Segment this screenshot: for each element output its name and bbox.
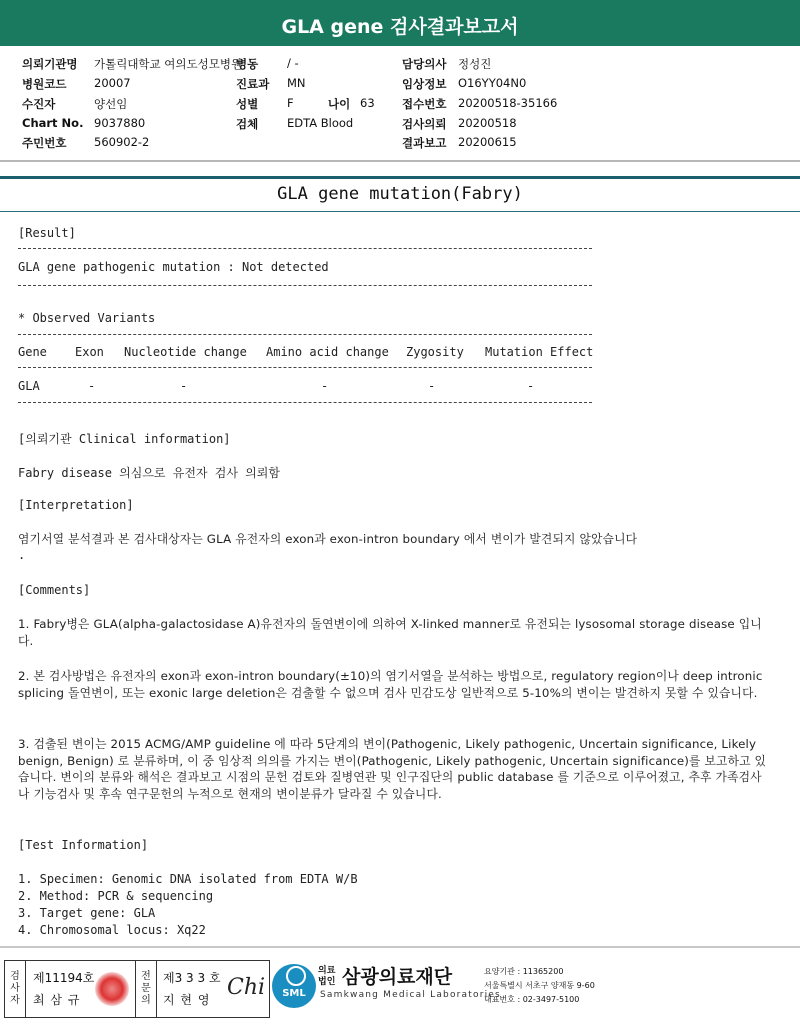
result-heading: [Result] — [18, 226, 76, 240]
request-label: 검사의뢰 — [402, 117, 447, 131]
org-type-label: 의료법인 — [318, 966, 336, 987]
patient-value: 양선임 — [94, 97, 128, 111]
patient-label: 수진자 — [22, 97, 56, 111]
test-info-heading: [Test Information] — [18, 838, 149, 852]
cell-nucleotide-change: - — [180, 379, 188, 393]
sex-label: 성별 — [236, 97, 259, 111]
org-phone: 대표번호 : 02-3497-5100 — [484, 995, 580, 1004]
specialist-label: 전문의 — [141, 971, 151, 1006]
report-header-title: GLA gene 검사결과보고서 — [281, 16, 519, 38]
interpretation-heading: [Interpretation] — [18, 498, 134, 512]
info-divider — [0, 160, 800, 162]
doctor-label: 담당의사 — [402, 57, 447, 71]
col-amino-acid-change: Amino acid change — [266, 345, 389, 359]
cell-mutation-effect: - — [527, 379, 535, 393]
sex-value: F — [287, 96, 294, 110]
org-address: 서울특별시 서초구 양재동 9-60 — [484, 981, 595, 990]
institution-label: 의뢰기관명 — [22, 57, 78, 71]
report-date-value: 20200615 — [458, 135, 517, 149]
patient-info — [0, 54, 800, 160]
id-value: 560902-2 — [94, 135, 150, 149]
clinical-info-label: 임상정보 — [402, 77, 447, 91]
dept-value: / - — [287, 56, 299, 70]
doctor-value: 정성진 — [458, 57, 492, 71]
report-header-bar — [0, 0, 800, 46]
comment-1: 1. Fabry병은 GLA(alpha-galactosidase A)유전자의 돌연변이에 의하여 X-linked manner로 유전되는 lysosomal storage disease 입니다. — [18, 617, 762, 648]
sml-logo-icon — [272, 964, 316, 1008]
title-bottom-rule — [0, 211, 800, 212]
tester-name: 최 삼 규 — [33, 993, 81, 1007]
tester-label-cell — [5, 961, 26, 1017]
clinical-info-text: Fabry disease 의심으로 유전자 검사 의뢰함 — [18, 466, 280, 480]
doctor-name: 지 현 영 — [163, 993, 211, 1007]
col-zygosity: Zygosity — [406, 345, 464, 359]
doctor-label-cell — [135, 961, 157, 1017]
doctor-signature: Chi — [227, 975, 266, 1000]
title-top-rule — [0, 176, 800, 179]
tester-seal-stamp — [95, 972, 129, 1006]
dashed-divider — [18, 248, 592, 249]
request-value: 20200518 — [458, 116, 517, 130]
comment-2: 2. 본 검사방법은 유전자의 exon과 exon-intron boundary(±10)의 염기서열을 분석하는 방법으로, regulatory region이나 deep intronic splicing 돌연변이, 또는 exonic large deletion은 검출할 수 없으며 검사 민감도상 일반적으로 5-10%의 변이는 발견하지 못할 수 있습니다. — [18, 669, 763, 700]
cell-gene: GLA — [18, 379, 40, 393]
age-value: 63 — [360, 96, 375, 110]
dashed-divider — [18, 367, 592, 368]
specimen-label: 검체 — [236, 117, 259, 131]
institution-value: 가톨릭대학교 여의도성모병원 — [94, 57, 243, 71]
care-institution-no: 요양기관 : 11365200 — [484, 967, 564, 976]
age-label: 나이 — [328, 97, 351, 111]
cell-amino-acid-change: - — [321, 379, 329, 393]
footer-divider — [0, 946, 800, 948]
clinical-info-heading: [의뢰기관 Clinical information] — [18, 432, 231, 446]
org-english-name: Samkwang Medical Laboratories — [320, 990, 501, 1000]
tester-label: 검사자 — [10, 971, 20, 1006]
specimen-value: EDTA Blood — [287, 116, 354, 130]
chart-no-value: 9037880 — [94, 116, 146, 130]
signature-box — [4, 960, 270, 1018]
report-footer — [0, 960, 800, 1020]
comment-3: 3. 검출된 변이는 2015 ACMG/AMP guideline 에 따라 5단계의 변이(Pathogenic, Likely pathogenic, Uncertain significance, Likely benign, Benign) 로 분류하며, 이 중 임상적 의의를 가지는 변이(Pathogenic, Likely pathogenic, Uncertain significance)를 보고하고 있습니다. 변이의 분류와 해석은 결과보고 시점의 문헌 검토와 질병연관 및 인구집단의 public database 를 기준으로 이루어졌고, 추후 가족검사나 기능검사 및 후속 연구문헌의 누적으로 현재의 변이분류가 달라질 수 있습니다. — [18, 737, 767, 801]
clinic-label: 진료과 — [236, 77, 270, 91]
org-name: 삼광의료재단 — [342, 966, 453, 988]
logo-text: SML — [282, 988, 306, 999]
test-info-specimen: 1. Specimen: Genomic DNA isolated from EDTA W/B — [18, 872, 358, 886]
report-date-label: 결과보고 — [402, 136, 447, 150]
clinic-value: MN — [287, 76, 306, 90]
receipt-label: 접수번호 — [402, 97, 447, 111]
dept-label: 병동 — [236, 57, 259, 71]
test-info-locus: 4. Chromosomal locus: Xq22 — [18, 923, 206, 937]
col-exon: Exon — [75, 345, 104, 359]
receipt-value: 20200518-35166 — [458, 96, 558, 110]
chart-no-label: Chart No. — [22, 116, 84, 130]
clinical-info-value: O16YY04N0 — [458, 76, 527, 90]
cell-zygosity: - — [428, 379, 436, 393]
observed-variants-heading: * Observed Variants — [18, 311, 156, 325]
tester-license-no: 제11194호 — [33, 971, 95, 985]
doctor-license-no: 제3 3 3 호 — [163, 971, 221, 985]
result-line: GLA gene pathogenic mutation : Not detected — [18, 260, 329, 274]
document-title: GLA gene mutation(Fabry) — [277, 184, 523, 204]
hospital-code-value: 20007 — [94, 76, 131, 90]
col-nucleotide-change: Nucleotide change — [124, 345, 247, 359]
test-info-method: 2. Method: PCR & sequencing — [18, 889, 214, 903]
dashed-divider — [18, 285, 592, 286]
test-info-target-gene: 3. Target gene: GLA — [18, 906, 156, 920]
comments-heading: [Comments] — [18, 583, 91, 597]
dashed-divider — [18, 402, 592, 403]
dashed-divider — [18, 334, 592, 335]
hospital-code-label: 병원코드 — [22, 77, 67, 91]
cell-exon: - — [88, 379, 96, 393]
col-mutation-effect: Mutation Effect — [485, 345, 594, 359]
interpretation-text: 염기서열 분석결과 본 검사대상자는 GLA 유전자의 exon과 exon-intron boundary 에서 변이가 발견되지 않았습니다 — [18, 532, 638, 546]
interpretation-dot: . — [18, 548, 26, 562]
col-gene: Gene — [18, 345, 47, 359]
id-label: 주민번호 — [22, 136, 67, 150]
